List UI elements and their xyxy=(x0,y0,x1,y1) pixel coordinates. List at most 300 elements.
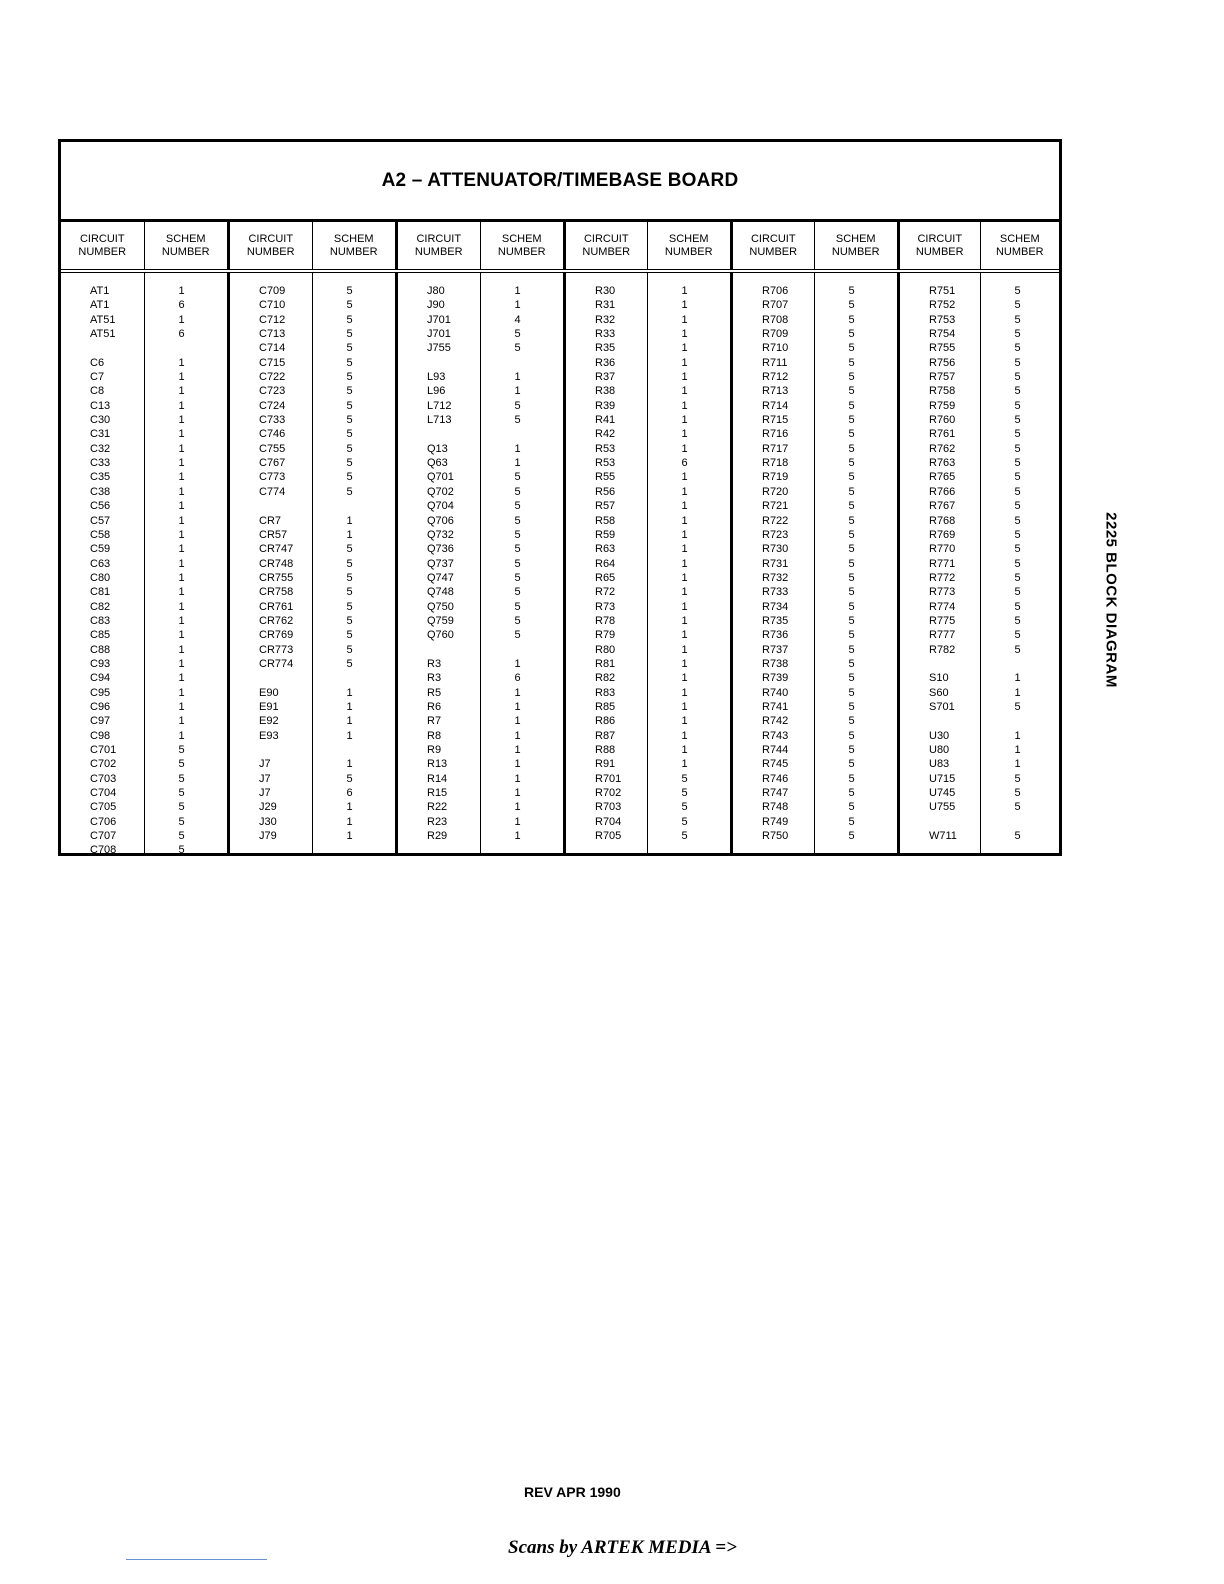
circuit-number: U755 xyxy=(929,801,956,814)
schem-number: 1 xyxy=(681,700,688,713)
schem-number: 5 xyxy=(1014,399,1021,412)
circuit-number: C83 xyxy=(90,614,111,627)
circuit-number: AT51 xyxy=(90,328,116,341)
schem-number: 1 xyxy=(681,614,688,627)
schem-number: 5 xyxy=(681,772,688,785)
circuit-number: R760 xyxy=(929,414,956,427)
schem-number: 1 xyxy=(514,815,521,828)
circuit-number: C59 xyxy=(90,543,111,556)
circuit-number: Q701 xyxy=(427,471,454,484)
circuit-number: U80 xyxy=(929,744,950,756)
schem-number: 5 xyxy=(178,830,185,843)
circuit-number: L713 xyxy=(427,414,452,427)
schem-number: 1 xyxy=(178,543,185,556)
circuit-number: C722 xyxy=(259,371,286,384)
schem-number: 1 xyxy=(178,715,185,728)
table-title: A2 – ATTENUATOR/TIMEBASE BOARD xyxy=(61,142,1059,222)
circuit-number: R708 xyxy=(762,313,789,326)
schem-number xyxy=(981,714,1060,728)
circuit-number: C30 xyxy=(90,414,111,427)
circuit-number: R767 xyxy=(929,500,956,513)
schem-number: 1 xyxy=(681,543,688,556)
circuit-number: CR773 xyxy=(259,643,294,656)
schem-number: 1 xyxy=(346,686,353,699)
schem-column xyxy=(144,273,228,857)
circuit-number: S10 xyxy=(929,672,949,685)
schem-number: 5 xyxy=(1014,285,1021,297)
circuit-number: R771 xyxy=(929,557,956,570)
circuit-number: R731 xyxy=(762,557,789,570)
schem-number: 5 xyxy=(1014,328,1021,341)
schem-number: 1 xyxy=(178,428,185,441)
header-line: NUMBER xyxy=(414,245,463,258)
schem-number: 5 xyxy=(848,543,855,556)
schem-number: 5 xyxy=(1014,557,1021,570)
schem-number: 1 xyxy=(681,313,688,326)
schem-number: 1 xyxy=(178,643,185,656)
circuit-number: R710 xyxy=(762,342,789,355)
circuit-number xyxy=(900,714,980,728)
circuit-number xyxy=(230,499,312,513)
schem-number: 5 xyxy=(1014,830,1021,843)
schem-number: 1 xyxy=(178,672,185,685)
schem-number: 5 xyxy=(178,844,185,857)
schem-number: 1 xyxy=(681,672,688,685)
circuit-number xyxy=(230,743,312,757)
schem-number: 5 xyxy=(848,586,855,599)
circuit-number: Q748 xyxy=(427,586,454,599)
schem-number: 5 xyxy=(514,485,521,498)
schem-number: 1 xyxy=(681,500,688,513)
circuit-number: C93 xyxy=(90,657,111,670)
schem-number: 1 xyxy=(681,586,688,599)
circuit-number: R87 xyxy=(595,729,616,742)
circuit-number: AT1 xyxy=(90,285,110,297)
schem-number: 1 xyxy=(346,830,353,843)
header-line: CIRCUIT xyxy=(248,232,294,245)
circuit-number: J90 xyxy=(427,299,445,312)
schem-number: 5 xyxy=(514,414,521,427)
circuit-number: C57 xyxy=(90,514,111,527)
circuit-number: R772 xyxy=(929,571,956,584)
circuit-number: R744 xyxy=(762,744,789,756)
schem-number xyxy=(481,643,564,657)
circuit-number: R29 xyxy=(427,830,448,843)
schem-number: 5 xyxy=(346,399,353,412)
circuit-number: R748 xyxy=(762,801,789,814)
schem-number: 1 xyxy=(681,399,688,412)
schem-number: 5 xyxy=(848,471,855,484)
circuit-number: C31 xyxy=(90,428,111,441)
schem-column xyxy=(647,273,731,853)
circuit-number: R740 xyxy=(762,686,789,699)
schem-number: 1 xyxy=(346,815,353,828)
circuit-number: R723 xyxy=(762,528,789,541)
header-row xyxy=(61,222,1059,273)
schem-number: 1 xyxy=(1014,686,1021,699)
circuit-number-header xyxy=(897,222,980,269)
circuit-number: R81 xyxy=(595,657,616,670)
circuit-number: R769 xyxy=(929,528,956,541)
circuit-column xyxy=(227,273,312,853)
schem-number: 5 xyxy=(848,299,855,312)
schem-column xyxy=(980,273,1060,853)
circuit-number: C38 xyxy=(90,485,111,498)
schem-number: 5 xyxy=(178,758,185,771)
schem-number: 5 xyxy=(1014,629,1021,642)
schem-number: 1 xyxy=(681,385,688,398)
circuit-number xyxy=(398,427,480,441)
header-line: NUMBER xyxy=(161,245,210,258)
schem-number: 1 xyxy=(514,744,521,756)
schem-number: 5 xyxy=(346,299,353,312)
header-line: NUMBER xyxy=(749,245,798,258)
circuit-number: R743 xyxy=(762,729,789,742)
circuit-number: R702 xyxy=(595,787,622,800)
schem-number: 6 xyxy=(514,672,521,685)
circuit-number: R722 xyxy=(762,514,789,527)
header-line: CIRCUIT xyxy=(917,232,963,245)
circuit-number: R80 xyxy=(595,643,616,656)
circuit-number: C712 xyxy=(259,313,286,326)
circuit-number: R733 xyxy=(762,586,789,599)
circuit-column xyxy=(61,273,144,857)
circuit-number: AT51 xyxy=(90,313,116,326)
circuit-number: CR758 xyxy=(259,586,294,599)
schem-number: 1 xyxy=(681,571,688,584)
schem-number: 5 xyxy=(346,614,353,627)
schem-number: 1 xyxy=(178,729,185,742)
schem-number: 1 xyxy=(1014,758,1021,771)
schem-number: 1 xyxy=(178,686,185,699)
schem-number: 5 xyxy=(346,600,353,613)
circuit-number: R768 xyxy=(929,514,956,527)
circuit-number: J30 xyxy=(259,815,277,828)
schem-number: 1 xyxy=(178,614,185,627)
circuit-number: R718 xyxy=(762,457,789,470)
circuit-number: E91 xyxy=(259,700,279,713)
schem-number: 5 xyxy=(1014,586,1021,599)
circuit-number: R85 xyxy=(595,700,616,713)
schem-number: 5 xyxy=(848,657,855,670)
circuit-number: J7 xyxy=(259,772,271,785)
circuit-number: E93 xyxy=(259,729,279,742)
circuit-number: S701 xyxy=(929,700,955,713)
circuit-number: C82 xyxy=(90,600,111,613)
circuit-number: Q736 xyxy=(427,543,454,556)
header-line: NUMBER xyxy=(329,245,378,258)
circuit-number: R715 xyxy=(762,414,789,427)
schem-number: 1 xyxy=(681,600,688,613)
schem-number: 5 xyxy=(848,557,855,570)
schem-number: 5 xyxy=(848,285,855,297)
circuit-number: R750 xyxy=(762,830,789,843)
header-line: CIRCUIT xyxy=(750,232,796,245)
circuit-number: J80 xyxy=(427,285,445,297)
circuit-number: R22 xyxy=(427,801,448,814)
circuit-number: C95 xyxy=(90,686,111,699)
circuit-number: R3 xyxy=(427,672,442,685)
circuit-number xyxy=(900,657,980,671)
circuit-number: W711 xyxy=(929,830,957,843)
circuit-number: R749 xyxy=(762,815,789,828)
schem-number: 5 xyxy=(178,787,185,800)
circuit-number: R82 xyxy=(595,672,616,685)
circuit-number: CR762 xyxy=(259,614,294,627)
scan-credit: Scans by ARTEK MEDIA => xyxy=(508,1537,737,1558)
circuit-number: C713 xyxy=(259,328,286,341)
schem-number: 5 xyxy=(346,285,353,297)
circuit-number xyxy=(900,815,980,829)
circuit-number: R88 xyxy=(595,744,616,756)
circuit-number: J701 xyxy=(427,313,451,326)
circuit-number: J7 xyxy=(259,758,271,771)
circuit-number: R756 xyxy=(929,356,956,369)
circuit-number: C97 xyxy=(90,715,111,728)
circuit-number: U30 xyxy=(929,729,950,742)
header-line: NUMBER xyxy=(915,245,964,258)
circuit-number: R739 xyxy=(762,672,789,685)
circuit-number: C710 xyxy=(259,299,286,312)
revision-label: REV APR 1990 xyxy=(524,1484,621,1500)
body-row xyxy=(61,273,1059,857)
schem-number: 5 xyxy=(848,744,855,756)
circuit-number: C88 xyxy=(90,643,111,656)
circuit-number: J701 xyxy=(427,328,451,341)
circuit-number: R53 xyxy=(595,457,616,470)
circuit-number: CR747 xyxy=(259,543,294,556)
schem-number: 5 xyxy=(514,543,521,556)
circuit-number: C706 xyxy=(90,815,117,828)
schem-number: 1 xyxy=(178,657,185,670)
link-underline xyxy=(126,1559,267,1560)
circuit-number: C707 xyxy=(90,830,117,843)
schem-number: 5 xyxy=(1014,485,1021,498)
schem-number: 5 xyxy=(346,328,353,341)
schem-number: 5 xyxy=(1014,528,1021,541)
schem-number: 1 xyxy=(514,729,521,742)
schem-number: 5 xyxy=(346,571,353,584)
circuit-number: R86 xyxy=(595,715,616,728)
schem-number: 5 xyxy=(514,586,521,599)
header-line: CIRCUIT xyxy=(79,232,125,245)
circuit-number: J79 xyxy=(259,830,277,843)
circuit-number: R775 xyxy=(929,614,956,627)
circuit-number: L93 xyxy=(427,371,446,384)
circuit-number: R757 xyxy=(929,371,956,384)
schem-number: 1 xyxy=(681,729,688,742)
circuit-number: R59 xyxy=(595,528,616,541)
header-line: NUMBER xyxy=(995,245,1044,258)
circuit-number: R717 xyxy=(762,442,789,455)
schem-number: 1 xyxy=(178,442,185,455)
circuit-number: Q732 xyxy=(427,528,454,541)
schem-number: 5 xyxy=(1014,428,1021,441)
schem-number: 5 xyxy=(848,371,855,384)
circuit-number: R712 xyxy=(762,371,789,384)
circuit-number: R719 xyxy=(762,471,789,484)
schem-number: 1 xyxy=(178,485,185,498)
schem-number: 5 xyxy=(848,500,855,513)
schem-number: 1 xyxy=(178,399,185,412)
schem-number: 5 xyxy=(848,672,855,685)
circuit-number-header xyxy=(227,222,312,269)
circuit-number: J755 xyxy=(427,342,451,355)
schem-number: 1 xyxy=(514,830,521,843)
circuit-number: R711 xyxy=(762,356,788,369)
circuit-number: R735 xyxy=(762,614,789,627)
schem-number: 5 xyxy=(346,414,353,427)
schem-number: 1 xyxy=(346,700,353,713)
header-line: SCHEM xyxy=(165,232,206,245)
circuit-number: R37 xyxy=(595,371,616,384)
schem-number: 5 xyxy=(848,758,855,771)
schem-number: 1 xyxy=(178,629,185,642)
schem-number: 1 xyxy=(514,385,521,398)
schem-number: 5 xyxy=(1014,801,1021,814)
circuit-number: Q13 xyxy=(427,442,448,455)
circuit-number: R755 xyxy=(929,342,956,355)
schem-number: 6 xyxy=(681,457,688,470)
circuit-number: R721 xyxy=(762,500,789,513)
side-label: 2225 BLOCK DIAGRAM xyxy=(1102,512,1120,688)
circuit-number xyxy=(230,671,312,685)
schem-number: 5 xyxy=(848,787,855,800)
circuit-number: R763 xyxy=(929,457,956,470)
circuit-number: R730 xyxy=(762,543,789,556)
schem-number: 1 xyxy=(346,528,353,541)
schem-number: 5 xyxy=(848,313,855,326)
schem-number: 5 xyxy=(1014,313,1021,326)
schem-number: 5 xyxy=(681,787,688,800)
schem-number: 1 xyxy=(681,328,688,341)
schem-number: 5 xyxy=(514,342,521,355)
schem-number: 5 xyxy=(681,815,688,828)
schem-number: 5 xyxy=(1014,700,1021,713)
schem-number: 1 xyxy=(681,528,688,541)
circuit-number: C81 xyxy=(90,586,111,599)
schem-number: 5 xyxy=(848,643,855,656)
circuit-number: R777 xyxy=(929,629,956,642)
schem-number xyxy=(481,427,564,441)
circuit-number: R701 xyxy=(595,772,622,785)
schem-number: 5 xyxy=(1014,385,1021,398)
schem-number: 5 xyxy=(346,442,353,455)
header-line: NUMBER xyxy=(582,245,631,258)
schem-number: 5 xyxy=(346,543,353,556)
schem-number: 5 xyxy=(514,629,521,642)
circuit-number: Q702 xyxy=(427,485,454,498)
circuit-number: C35 xyxy=(90,471,111,484)
schem-number: 5 xyxy=(848,801,855,814)
schem-number: 5 xyxy=(848,729,855,742)
circuit-number: C704 xyxy=(90,787,117,800)
schem-number: 1 xyxy=(178,571,185,584)
schem-number: 5 xyxy=(514,614,521,627)
schem-number: 5 xyxy=(346,471,353,484)
circuit-number: R41 xyxy=(595,414,616,427)
schem-number: 5 xyxy=(681,801,688,814)
schem-number: 5 xyxy=(848,399,855,412)
schem-number: 5 xyxy=(346,657,353,670)
schem-number: 1 xyxy=(178,586,185,599)
circuit-number: C773 xyxy=(259,471,286,484)
schem-number: 5 xyxy=(346,457,353,470)
circuit-number: Q760 xyxy=(427,629,454,642)
circuit-number: R32 xyxy=(595,313,616,326)
schem-number: 5 xyxy=(514,528,521,541)
circuit-number: R751 xyxy=(929,285,956,297)
circuit-number: C705 xyxy=(90,801,117,814)
schem-column xyxy=(312,273,396,853)
schem-number: 1 xyxy=(514,700,521,713)
schem-number xyxy=(981,657,1060,671)
circuit-number: R720 xyxy=(762,485,789,498)
circuit-number: R6 xyxy=(427,700,442,713)
schem-number: 5 xyxy=(1014,571,1021,584)
circuit-number: R53 xyxy=(595,442,616,455)
schem-number: 1 xyxy=(514,442,521,455)
schem-number: 5 xyxy=(848,328,855,341)
schem-number: 1 xyxy=(514,758,521,771)
circuit-number: R738 xyxy=(762,657,789,670)
circuit-number: C94 xyxy=(90,672,111,685)
circuit-column xyxy=(395,273,480,853)
schem-number: 1 xyxy=(346,514,353,527)
circuit-number: CR774 xyxy=(259,657,294,670)
schem-number: 5 xyxy=(848,715,855,728)
circuit-number: U745 xyxy=(929,787,956,800)
circuit-number: C767 xyxy=(259,457,286,470)
circuit-number xyxy=(398,356,480,370)
schem-number: 5 xyxy=(514,514,521,527)
circuit-number: Q706 xyxy=(427,514,454,527)
circuit-number: R78 xyxy=(595,614,616,627)
circuit-number: Q750 xyxy=(427,600,454,613)
schem-number: 1 xyxy=(178,700,185,713)
schem-number: 5 xyxy=(1014,614,1021,627)
schem-column xyxy=(814,273,898,853)
circuit-number: L712 xyxy=(427,399,452,412)
schem-number-header xyxy=(647,222,731,269)
circuit-number: R732 xyxy=(762,571,789,584)
schem-number: 5 xyxy=(514,500,521,513)
schem-number: 5 xyxy=(1014,299,1021,312)
circuit-number: R745 xyxy=(762,758,789,771)
schem-number: 5 xyxy=(1014,643,1021,656)
circuit-number: R734 xyxy=(762,600,789,613)
circuit-number: C96 xyxy=(90,700,111,713)
circuit-number: C58 xyxy=(90,528,111,541)
schem-number: 1 xyxy=(681,342,688,355)
schem-number: 1 xyxy=(514,299,521,312)
circuit-number: C709 xyxy=(259,285,286,297)
circuit-number: C733 xyxy=(259,414,286,427)
schem-number: 5 xyxy=(1014,342,1021,355)
schem-number: 5 xyxy=(178,815,185,828)
schem-number: 1 xyxy=(681,686,688,699)
header-line: NUMBER xyxy=(246,245,295,258)
circuit-number: U83 xyxy=(929,758,950,771)
circuit-column xyxy=(897,273,980,853)
circuit-number: C703 xyxy=(90,772,117,785)
circuit-number: R770 xyxy=(929,543,956,556)
schem-number: 1 xyxy=(178,385,185,398)
circuit-number: R758 xyxy=(929,385,956,398)
schem-number: 5 xyxy=(346,428,353,441)
circuit-number: Q63 xyxy=(427,457,448,470)
circuit-number: C708 xyxy=(90,844,117,857)
